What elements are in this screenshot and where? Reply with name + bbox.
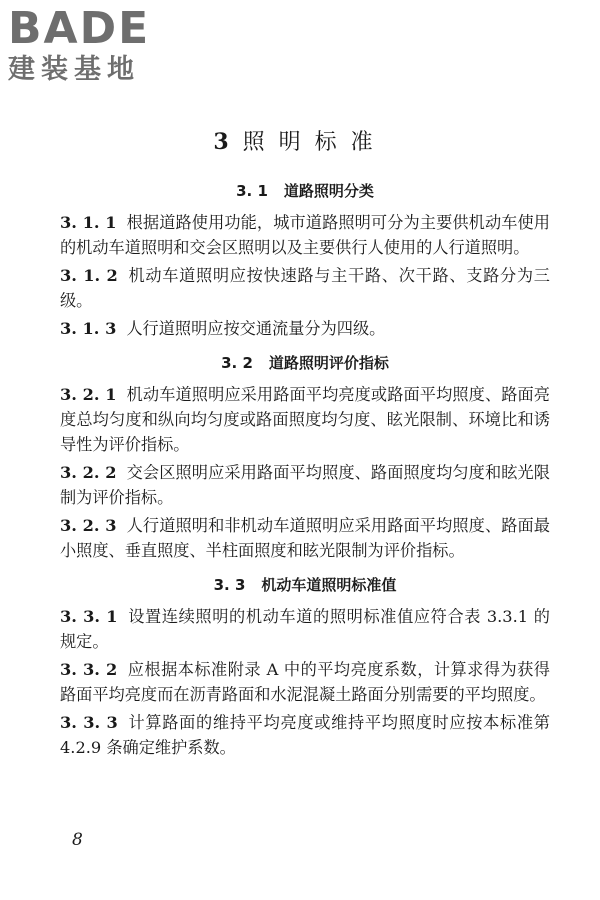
chapter-number: 3 (213, 129, 229, 155)
clause-number: 3. 3. 3 (60, 713, 118, 732)
logo-wordmark: BADE (8, 3, 151, 54)
clause-number: 3. 2. 3 (60, 516, 117, 535)
logo (8, 3, 178, 86)
section-heading (60, 344, 550, 382)
section-title: 道路照明分类 (283, 182, 374, 200)
logo-subtitle: 建装基地 (8, 54, 140, 85)
clause (60, 263, 550, 313)
clause (60, 382, 550, 457)
section-title: 机动车道照明标准值 (261, 576, 397, 594)
clause-number: 3. 1. 1 (60, 213, 117, 232)
section-number: 3. 2 (221, 354, 253, 372)
chapter-heading (0, 128, 600, 157)
clause-text: 人行道照明应按交通流量分为四级。 (126, 319, 386, 338)
section-heading (60, 172, 550, 210)
clause (60, 657, 550, 707)
clause-text: 计算路面的维持平均亮度或维持平均照度时应按本标准第 4.2.9 条确定维护系数。 (60, 713, 550, 757)
section-number: 3. 3 (213, 576, 246, 594)
clause-text: 交会区照明应采用路面平均照度、路面照度均匀度和眩光限制为评价指标。 (60, 463, 550, 507)
section-heading (60, 566, 550, 604)
clause-number: 3. 3. 2 (60, 660, 118, 679)
clause (60, 513, 550, 563)
clause-text: 应根据本标准附录 A 中的平均亮度系数，计算求得为获得路面平均亮度而在沥青路面和水泥混凝土路面分别需要的平均照度。 (60, 660, 550, 704)
clause-number: 3. 3. 1 (60, 607, 118, 626)
clause-number: 3. 1. 3 (60, 319, 117, 338)
clause-number: 3. 2. 2 (60, 463, 117, 482)
clause (60, 710, 550, 760)
clause-text: 机动车道照明应采用路面平均亮度或路面平均照度、路面亮度总均匀度和纵向均匀度或路面照度均匀度、眩光限制、环境比和诱导性为评价指标。 (60, 385, 550, 454)
clause-text: 根据道路使用功能，城市道路照明可分为主要供机动车使用的机动车道照明和交会区照明以及主要供行人使用的人行道照明。 (60, 213, 550, 257)
page-number: 8 (72, 830, 83, 850)
clause (60, 316, 550, 341)
page-body (60, 172, 550, 763)
section-title: 道路照明评价指标 (268, 354, 389, 372)
clause-text: 人行道照明和非机动车道照明应采用路面平均照度、路面最小照度、垂直照度、半柱面照度和眩光限制为评价指标。 (60, 516, 550, 560)
clause-number: 3. 1. 2 (60, 266, 118, 285)
clause (60, 604, 550, 654)
clause-text: 设置连续照明的机动车道的照明标准值应符合表 3.3.1 的规定。 (60, 607, 550, 651)
clause-number: 3. 2. 1 (60, 385, 117, 404)
chapter-title: 照明标准 (242, 130, 387, 155)
clause (60, 210, 550, 260)
section-number: 3. 1 (236, 182, 268, 200)
clause-text: 机动车道照明应按快速路与主干路、次干路、支路分为三级。 (60, 266, 550, 310)
clause (60, 460, 550, 510)
